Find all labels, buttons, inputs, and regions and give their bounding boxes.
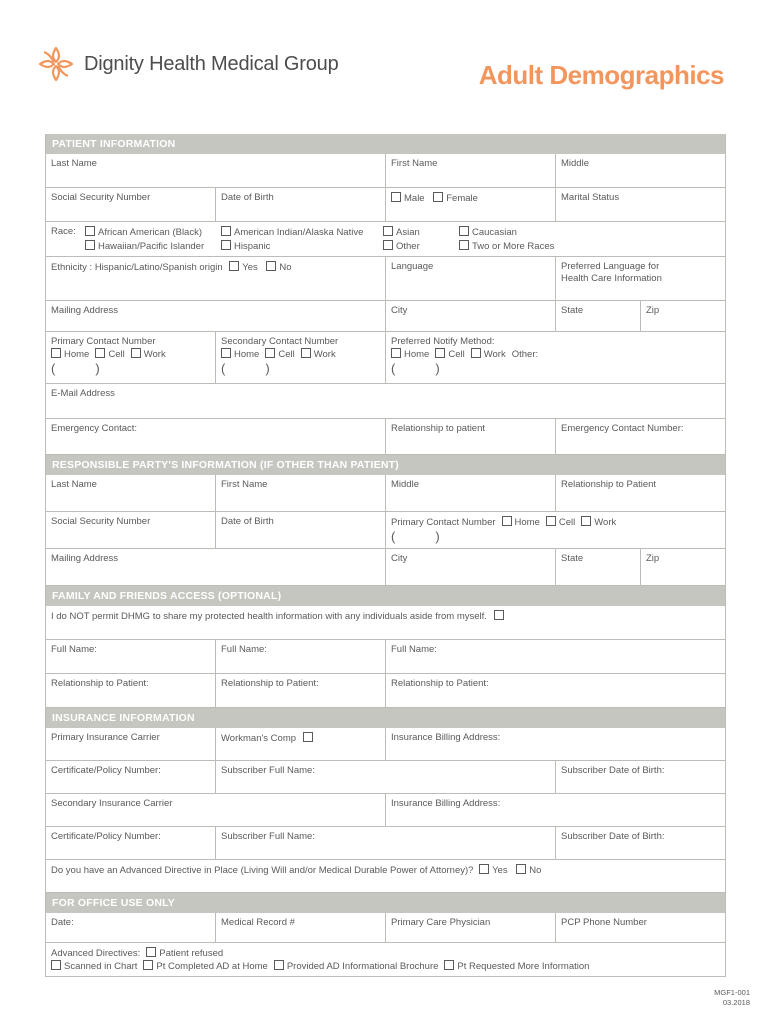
- preferred-language-field[interactable]: [556, 257, 725, 300]
- patient-name-row: [46, 154, 725, 188]
- patient-address-row: [46, 301, 725, 332]
- pcp-phone-label: PCP Phone Number: [561, 917, 647, 928]
- ethnicity-yes-label: Yes: [242, 262, 258, 273]
- sex-field: [386, 188, 556, 221]
- secondary-carrier-label: Secondary Insurance Carrier: [51, 798, 173, 809]
- state-label: State: [561, 305, 584, 316]
- family-relationship-2[interactable]: [216, 674, 386, 707]
- rp-cell-label: Cell: [558, 517, 576, 528]
- race-other-checkbox[interactable]: [383, 240, 393, 250]
- secondary-policy-field[interactable]: [46, 827, 216, 859]
- responsible-ssn-row: [46, 512, 725, 549]
- primary-carrier-field[interactable]: [46, 728, 216, 760]
- rp-relationship-field[interactable]: [556, 475, 725, 511]
- advanced-directive-row: [46, 860, 725, 893]
- race-asian-checkbox[interactable]: [383, 226, 393, 236]
- provided-ad-label: Provided AD Informational Brochure: [286, 961, 439, 972]
- race-row: [46, 222, 725, 257]
- primary-home-label: Home: [64, 349, 90, 360]
- rp-zip-field[interactable]: [641, 549, 725, 585]
- page-title: Adult Demographics: [478, 60, 724, 90]
- billing-address-label: Insurance Billing Address:: [391, 798, 501, 809]
- advanced-directives-label: Advanced Directives:: [51, 948, 141, 959]
- ethnicity-no-label: No: [279, 262, 292, 273]
- secondary-subscriber-dob-field[interactable]: [556, 827, 725, 859]
- emergency-row: [46, 419, 725, 455]
- rp-zip-label: Zip: [646, 553, 660, 564]
- primary-policy-row: [46, 761, 725, 794]
- notify-other-label: Other:: [511, 349, 539, 360]
- city-field[interactable]: [386, 301, 556, 331]
- state-field[interactable]: [556, 301, 641, 331]
- last-name-label: Last Name: [51, 158, 97, 169]
- secondary-home-checkbox[interactable]: [221, 348, 231, 358]
- zip-label: Zip: [646, 305, 660, 316]
- notify-cell-label: Cell: [448, 349, 465, 360]
- email-field[interactable]: [46, 384, 725, 418]
- rp-dob-field[interactable]: [216, 512, 386, 548]
- medical-record-label: Medical Record #: [221, 917, 295, 928]
- area-code-close: ): [95, 361, 100, 376]
- secondary-cell-checkbox[interactable]: [265, 348, 275, 358]
- primary-billing-address-field[interactable]: [386, 728, 725, 760]
- family-relationship-label: Relationship to Patient:: [391, 678, 489, 689]
- middle-name-field[interactable]: [556, 154, 725, 187]
- advanced-directive-question: Do you have an Advanced Directive in Place (Living Will and/or Medical Durable Power of Attorney)?: [51, 865, 474, 876]
- female-label: Female: [446, 193, 478, 204]
- ssn-label: Social Security Number: [51, 192, 151, 203]
- pt-requested-checkbox[interactable]: [444, 960, 454, 970]
- office-directives-field: [46, 943, 725, 976]
- rp-contact-field: [386, 512, 725, 548]
- form-code-number: MGF1-001: [714, 988, 750, 997]
- office-directives-row: [46, 943, 725, 977]
- rp-mailing-field[interactable]: [46, 549, 386, 585]
- email-label: E-Mail Address: [51, 388, 115, 399]
- middle-name-label: Middle: [561, 158, 589, 169]
- race-hawaiian-checkbox[interactable]: [85, 240, 95, 250]
- ethnicity-row: [46, 257, 725, 301]
- emergency-contact-label: Emergency Contact:: [51, 423, 138, 434]
- race-african-american-checkbox[interactable]: [85, 226, 95, 236]
- area-code-close: ): [265, 361, 270, 376]
- patient-contact-row: [46, 332, 725, 384]
- race-hispanic-label: Hispanic: [234, 241, 271, 252]
- billing-address-label: Insurance Billing Address:: [391, 732, 501, 743]
- race-field: [46, 222, 725, 256]
- directive-yes-checkbox[interactable]: [479, 864, 489, 874]
- mailing-address-label: Mailing Address: [51, 305, 119, 316]
- primary-contact-field: [46, 332, 216, 383]
- primary-work-label: Work: [143, 349, 166, 360]
- rp-ssn-label: Social Security Number: [51, 516, 151, 527]
- secondary-phone-input[interactable]: [221, 363, 380, 375]
- office-row-1: [46, 913, 725, 943]
- marital-status-field[interactable]: [556, 188, 725, 221]
- rp-state-field[interactable]: [556, 549, 641, 585]
- rp-city-label: City: [391, 553, 408, 564]
- family-relationship-row: [46, 674, 725, 708]
- workmans-comp-label: Workman's Comp: [221, 733, 297, 744]
- emergency-number-label: Emergency Contact Number:: [561, 423, 684, 434]
- pt-requested-label: Pt Requested More Information: [457, 961, 590, 972]
- emergency-relationship-field[interactable]: [386, 419, 556, 454]
- directive-no-checkbox[interactable]: [516, 864, 526, 874]
- responsible-name-row: [46, 475, 725, 512]
- race-american-indian-checkbox[interactable]: [221, 226, 231, 236]
- email-row: [46, 384, 725, 419]
- secondary-insurance-row: [46, 794, 725, 827]
- rp-ssn-field[interactable]: [46, 512, 216, 548]
- responsible-party-header: RESPONSIBLE PARTY'S INFORMATION (IF OTHER THAN PATIENT): [46, 455, 725, 475]
- rp-state-label: State: [561, 553, 584, 564]
- race-african-american-label: African American (Black): [98, 227, 203, 238]
- notify-work-checkbox[interactable]: [471, 348, 481, 358]
- ssn-field[interactable]: [46, 188, 216, 221]
- family-names-row: [46, 640, 725, 674]
- area-code-open: (: [391, 529, 396, 544]
- policy-number-label: Certificate/Policy Number:: [51, 831, 161, 842]
- primary-subscriber-dob-field[interactable]: [556, 761, 725, 793]
- family-relationship-3[interactable]: [386, 674, 725, 707]
- primary-subscriber-name-field[interactable]: [216, 761, 556, 793]
- primary-carrier-label: Primary Insurance Carrier: [51, 732, 160, 743]
- race-hispanic-checkbox[interactable]: [221, 240, 231, 250]
- demographics-form: [45, 134, 726, 977]
- patient-info-header: PATIENT INFORMATION: [46, 134, 725, 154]
- race-asian-label: Asian: [396, 227, 420, 238]
- race-caucasian-label: Caucasian: [472, 227, 517, 238]
- logo-text: Dignity Health Medical Group: [84, 52, 339, 75]
- family-relationship-label: Relationship to Patient:: [51, 678, 149, 689]
- notify-method-field: [386, 332, 725, 383]
- race-two-or-more-checkbox[interactable]: [459, 240, 469, 250]
- ethnicity-no-checkbox[interactable]: [266, 261, 276, 271]
- workmans-comp-field: [216, 728, 386, 760]
- scanned-in-chart-checkbox[interactable]: [51, 960, 61, 970]
- notify-phone-input[interactable]: [391, 363, 720, 375]
- full-name-label: Full Name:: [51, 644, 97, 655]
- emergency-relationship-label: Relationship to patient: [391, 423, 486, 434]
- directive-yes-label: Yes: [492, 865, 508, 876]
- rp-last-name-label: Last Name: [51, 479, 97, 490]
- area-code-open: (: [51, 361, 56, 376]
- family-consent-checkbox[interactable]: [494, 610, 504, 620]
- male-label: Male: [404, 193, 425, 204]
- advanced-directive-field: [46, 860, 725, 892]
- notify-home-checkbox[interactable]: [391, 348, 401, 358]
- patient-refused-checkbox[interactable]: [146, 947, 156, 957]
- rp-contact-label: Primary Contact Number: [391, 517, 496, 528]
- family-consent-label: I do NOT permit DHMG to share my protected health information with any individuals aside from myself.: [51, 611, 487, 622]
- secondary-contact-field: [216, 332, 386, 383]
- primary-phone-input[interactable]: [51, 363, 210, 375]
- rp-home-checkbox[interactable]: [502, 516, 512, 526]
- emergency-number-field[interactable]: [556, 419, 725, 454]
- last-name-field[interactable]: [46, 154, 386, 187]
- secondary-cell-label: Cell: [278, 349, 295, 360]
- first-name-field[interactable]: [386, 154, 556, 187]
- pcp-label: Primary Care Physician: [391, 917, 491, 928]
- preferred-language-label-line1: Preferred Language for: [561, 261, 660, 272]
- notify-method-label: Preferred Notify Method:: [391, 336, 495, 347]
- city-label: City: [391, 305, 408, 316]
- office-date-label: Date:: [51, 917, 74, 928]
- directive-no-label: No: [529, 865, 542, 876]
- rp-first-name-label: First Name: [221, 479, 268, 490]
- secondary-subscriber-name-field[interactable]: [216, 827, 556, 859]
- full-name-label: Full Name:: [221, 644, 267, 655]
- secondary-policy-row: [46, 827, 725, 860]
- rp-phone-input[interactable]: [391, 531, 720, 543]
- mailing-address-field[interactable]: [46, 301, 386, 331]
- insurance-header: INSURANCE INFORMATION: [46, 708, 725, 728]
- workmans-comp-checkbox[interactable]: [303, 732, 313, 742]
- race-label: Race:: [51, 226, 76, 237]
- rp-cell-checkbox[interactable]: [546, 516, 556, 526]
- area-code-open: (: [391, 361, 396, 376]
- female-checkbox[interactable]: [433, 192, 443, 202]
- rp-dob-label: Date of Birth: [221, 516, 274, 527]
- rp-middle-field[interactable]: [386, 475, 556, 511]
- notify-home-label: Home: [404, 349, 430, 360]
- pt-completed-label: Pt Completed AD at Home: [156, 961, 268, 972]
- rp-home-label: Home: [514, 517, 540, 528]
- family-consent-field: [46, 606, 725, 639]
- family-full-name-1[interactable]: [46, 640, 216, 673]
- pt-completed-checkbox[interactable]: [143, 960, 153, 970]
- rp-relationship-label: Relationship to Patient: [561, 479, 657, 490]
- secondary-home-label: Home: [234, 349, 260, 360]
- brand-logo: [36, 44, 339, 84]
- rp-mailing-label: Mailing Address: [51, 553, 119, 564]
- subscriber-name-label: Subscriber Full Name:: [221, 765, 315, 776]
- first-name-label: First Name: [391, 158, 438, 169]
- race-caucasian-checkbox[interactable]: [459, 226, 469, 236]
- office-date-field[interactable]: [46, 913, 216, 942]
- form-revision-date: 03.2018: [722, 998, 750, 1007]
- zip-field[interactable]: [641, 301, 725, 331]
- area-code-close: ): [435, 529, 440, 544]
- rp-middle-label: Middle: [391, 479, 419, 490]
- primary-contact-label: Primary Contact Number: [51, 336, 156, 347]
- family-full-name-2[interactable]: [216, 640, 386, 673]
- rp-first-name-field[interactable]: [216, 475, 386, 511]
- subscriber-dob-label: Subscriber Date of Birth:: [561, 765, 665, 776]
- scanned-in-chart-label: Scanned in Chart: [64, 961, 138, 972]
- form-code: [714, 988, 750, 1008]
- patient-ssn-row: [46, 188, 725, 222]
- rp-last-name-field[interactable]: [46, 475, 216, 511]
- notify-work-label: Work: [483, 349, 506, 360]
- secondary-carrier-field[interactable]: [46, 794, 386, 826]
- family-access-header: FAMILY AND FRIENDS ACCESS (OPTIONAL): [46, 586, 725, 606]
- primary-work-checkbox[interactable]: [131, 348, 141, 358]
- patient-refused-label: Patient refused: [159, 948, 224, 959]
- emergency-contact-field[interactable]: [46, 419, 386, 454]
- secondary-contact-label: Secondary Contact Number: [221, 336, 339, 347]
- secondary-work-checkbox[interactable]: [301, 348, 311, 358]
- secondary-work-label: Work: [313, 349, 336, 360]
- responsible-address-row: [46, 549, 725, 586]
- starburst-logo-icon: [36, 44, 76, 84]
- office-use-header: FOR OFFICE USE ONLY: [46, 893, 725, 913]
- language-field[interactable]: [386, 257, 556, 300]
- area-code-open: (: [221, 361, 226, 376]
- primary-policy-field[interactable]: [46, 761, 216, 793]
- ethnicity-yes-checkbox[interactable]: [229, 261, 239, 271]
- primary-home-checkbox[interactable]: [51, 348, 61, 358]
- subscriber-name-label: Subscriber Full Name:: [221, 831, 315, 842]
- race-hawaiian-label: Hawaiian/Pacific Islander: [98, 241, 205, 252]
- race-american-indian-label: American Indian/Alaska Native: [234, 227, 364, 238]
- family-full-name-3[interactable]: [386, 640, 725, 673]
- rp-work-checkbox[interactable]: [581, 516, 591, 526]
- family-consent-row: [46, 606, 725, 640]
- subscriber-dob-label: Subscriber Date of Birth:: [561, 831, 665, 842]
- pcp-phone-field[interactable]: [556, 913, 725, 942]
- race-other-label: Other: [396, 241, 420, 252]
- pcp-field[interactable]: [386, 913, 556, 942]
- marital-status-label: Marital Status: [561, 192, 620, 203]
- secondary-billing-address-field[interactable]: [386, 794, 725, 826]
- family-relationship-label: Relationship to Patient:: [221, 678, 319, 689]
- dob-field[interactable]: [216, 188, 386, 221]
- race-two-or-more-label: Two or More Races: [472, 241, 555, 252]
- primary-insurance-row: [46, 728, 725, 761]
- primary-cell-checkbox[interactable]: [95, 348, 105, 358]
- dob-label: Date of Birth: [221, 192, 274, 203]
- preferred-language-label-line2: Health Care Information: [561, 273, 662, 284]
- language-label: Language: [391, 261, 434, 272]
- medical-record-field[interactable]: [216, 913, 386, 942]
- family-relationship-1[interactable]: [46, 674, 216, 707]
- rp-city-field[interactable]: [386, 549, 556, 585]
- rp-work-label: Work: [594, 517, 617, 528]
- area-code-close: ): [435, 361, 440, 376]
- primary-cell-label: Cell: [108, 349, 125, 360]
- full-name-label: Full Name:: [391, 644, 437, 655]
- ethnicity-field: [46, 257, 386, 300]
- ethnicity-label: Ethnicity : Hispanic/Latino/Spanish origin: [51, 262, 223, 273]
- policy-number-label: Certificate/Policy Number:: [51, 765, 161, 776]
- provided-ad-checkbox[interactable]: [274, 960, 284, 970]
- notify-cell-checkbox[interactable]: [435, 348, 445, 358]
- male-checkbox[interactable]: [391, 192, 401, 202]
